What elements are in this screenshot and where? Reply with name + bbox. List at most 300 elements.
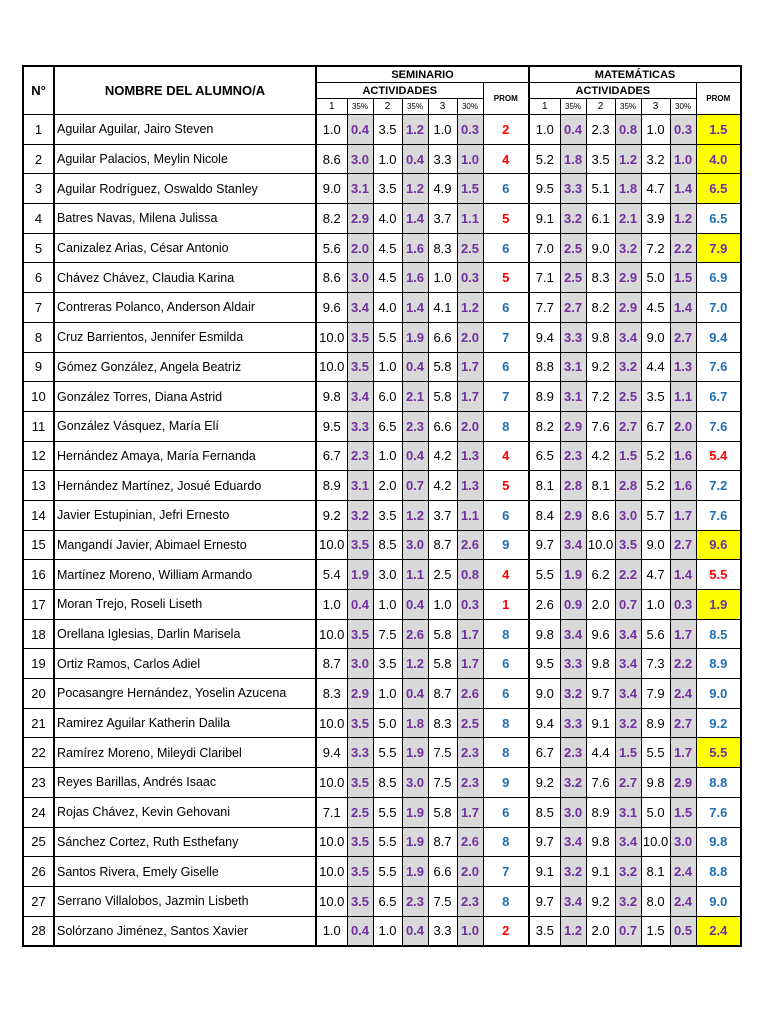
student-name: Serrano Villalobos, Jazmin Lisbeth	[54, 886, 316, 916]
sem-activity-score: 9.4	[316, 738, 347, 768]
mat-activity-score: 4.4	[586, 738, 615, 768]
sem-weighted-score: 1.9	[402, 797, 428, 827]
sem-weighted-score: 2.6	[402, 619, 428, 649]
student-name: Batres Navas, Milena Julissa	[54, 204, 316, 234]
header-activities-matematicas: ACTIVIDADES	[529, 83, 696, 99]
header-subject-matematicas: MATEMÁTICAS	[529, 66, 741, 83]
mat-weighted-score: 3.3	[560, 322, 586, 352]
mat-weighted-score: 1.1	[670, 382, 696, 412]
sem-activity-score: 9.6	[316, 293, 347, 323]
table-row	[23, 233, 741, 263]
sem-activity-score: 5.0	[373, 708, 402, 738]
sem-weighted-score: 3.3	[347, 411, 373, 441]
sem-average: 2	[483, 115, 529, 145]
mat-activity-score: 3.5	[641, 382, 670, 412]
mat-activity-score: 9.1	[529, 204, 560, 234]
sem-weighted-score: 3.5	[347, 352, 373, 382]
table-row	[23, 619, 741, 649]
row-number: 12	[23, 441, 54, 471]
mat-activity-score: 9.7	[529, 530, 560, 560]
mat-weighted-score: 1.6	[670, 471, 696, 501]
sem-average: 6	[483, 500, 529, 530]
row-number: 20	[23, 679, 54, 709]
sem-activity-score: 3.5	[373, 115, 402, 145]
row-number: 18	[23, 619, 54, 649]
mat-weighted-score: 2.5	[560, 233, 586, 263]
mat-activity-score: 9.4	[529, 322, 560, 352]
mat-average: 9.0	[696, 886, 741, 916]
mat-weighted-score: 3.4	[615, 619, 641, 649]
mat-average: 8.9	[696, 649, 741, 679]
mat-activity-score: 8.2	[586, 293, 615, 323]
mat-weighted-score: 2.7	[670, 322, 696, 352]
mat-activity-score: 9.8	[586, 827, 615, 857]
sem-activity-score: 3.5	[373, 174, 402, 204]
sem-average: 8	[483, 411, 529, 441]
mat-weighted-score: 3.4	[560, 886, 586, 916]
mat-activity-score: 4.2	[586, 441, 615, 471]
sem-weighted-score: 0.4	[347, 916, 373, 946]
mat-weighted-score: 3.0	[670, 827, 696, 857]
sem-weighted-score: 0.4	[402, 352, 428, 382]
sem-weighted-score: 2.3	[347, 441, 373, 471]
mat-average: 2.4	[696, 916, 741, 946]
mat-weighted-score: 1.7	[670, 500, 696, 530]
table-row	[23, 768, 741, 798]
sem-activity-score: 1.0	[373, 590, 402, 620]
student-name: Canizalez Arias, César Antonio	[54, 233, 316, 263]
mat-activity-score: 1.0	[641, 115, 670, 145]
sem-weighted-score: 3.0	[402, 768, 428, 798]
sem-weighted-score: 1.0	[457, 916, 483, 946]
row-number: 17	[23, 590, 54, 620]
sem-activity-score: 1.0	[316, 916, 347, 946]
mat-weighted-score: 3.4	[560, 530, 586, 560]
sem-average: 5	[483, 263, 529, 293]
sem-weighted-score: 0.3	[457, 115, 483, 145]
mat-weighted-score: 2.2	[670, 233, 696, 263]
mat-weighted-score: 1.0	[670, 144, 696, 174]
sem-activity-score: 1.0	[316, 590, 347, 620]
sem-weighted-score: 3.5	[347, 886, 373, 916]
mat-activity-score: 1.0	[529, 115, 560, 145]
mat-activity-score: 5.2	[641, 471, 670, 501]
sem-weighted-score: 2.0	[457, 857, 483, 887]
mat-activity-score: 5.0	[641, 263, 670, 293]
sem-weighted-score: 2.3	[457, 768, 483, 798]
mat-activity-score: 8.5	[529, 797, 560, 827]
mat-activity-score: 5.1	[586, 174, 615, 204]
mat-activity-score: 9.5	[529, 174, 560, 204]
mat-weighted-score: 2.5	[615, 382, 641, 412]
mat-activity-score: 8.6	[586, 500, 615, 530]
mat-weighted-score: 3.3	[560, 708, 586, 738]
mat-average: 9.6	[696, 530, 741, 560]
mat-weighted-score: 1.4	[670, 560, 696, 590]
mat-weighted-score: 2.2	[670, 649, 696, 679]
sem-weighted-score: 1.6	[402, 233, 428, 263]
mat-weighted-score: 2.4	[670, 857, 696, 887]
sem-average: 8	[483, 708, 529, 738]
mat-weighted-score: 3.4	[615, 827, 641, 857]
sem-activity-score: 4.5	[373, 263, 402, 293]
student-name: Contreras Polanco, Anderson Aldair	[54, 293, 316, 323]
mat-weighted-score: 0.4	[560, 115, 586, 145]
row-number: 16	[23, 560, 54, 590]
mat-activity-score: 1.0	[641, 590, 670, 620]
table-row	[23, 679, 741, 709]
mat-activity-score: 10.0	[641, 827, 670, 857]
student-name: Ortiz Ramos, Carlos Adiel	[54, 649, 316, 679]
mat-average: 6.5	[696, 204, 741, 234]
table-row	[23, 441, 741, 471]
mat-weighted-score: 3.4	[560, 619, 586, 649]
sem-activity-score: 9.8	[316, 382, 347, 412]
mat-activity-score: 8.1	[586, 471, 615, 501]
sem-weighted-score: 0.3	[457, 263, 483, 293]
student-name: González Torres, Diana Astrid	[54, 382, 316, 412]
row-number: 19	[23, 649, 54, 679]
mat-activity-score: 9.7	[529, 827, 560, 857]
sem-weighted-score: 1.2	[402, 500, 428, 530]
sem-activity-score: 9.5	[316, 411, 347, 441]
table-row	[23, 857, 741, 887]
sem-activity-score: 8.7	[428, 679, 457, 709]
row-number: 3	[23, 174, 54, 204]
mat-weighted-score: 1.2	[670, 204, 696, 234]
sem-weighted-score: 0.8	[457, 560, 483, 590]
mat-average: 7.9	[696, 233, 741, 263]
student-name: Aguilar Rodríguez, Oswaldo Stanley	[54, 174, 316, 204]
sem-activity-score: 1.0	[373, 352, 402, 382]
table-row	[23, 115, 741, 145]
sem-activity-score: 2.5	[428, 560, 457, 590]
student-name: Pocasangre Hernández, Yoselin Azucena	[54, 679, 316, 709]
sem-weighted-score: 3.0	[347, 144, 373, 174]
mat-activity-score: 9.0	[641, 530, 670, 560]
mat-weighted-score: 3.2	[615, 857, 641, 887]
mat-weighted-score: 3.2	[615, 886, 641, 916]
sem-weighted-score: 1.7	[457, 382, 483, 412]
mat-weighted-score: 3.2	[615, 233, 641, 263]
sem-weighted-score: 3.5	[347, 530, 373, 560]
student-name: Chávez Chávez, Claudia Karina	[54, 263, 316, 293]
sem-activity-score: 2.0	[373, 471, 402, 501]
mat-average: 5.5	[696, 738, 741, 768]
mat-activity-score: 7.0	[529, 233, 560, 263]
sem-weighted-score: 2.6	[457, 679, 483, 709]
mat-activity-score: 6.7	[641, 411, 670, 441]
table-row	[23, 500, 741, 530]
header-col-mat-6: 30%	[670, 99, 696, 115]
mat-weighted-score: 2.7	[615, 768, 641, 798]
mat-activity-score: 3.5	[586, 144, 615, 174]
table-row	[23, 827, 741, 857]
mat-weighted-score: 1.7	[670, 738, 696, 768]
mat-average: 6.9	[696, 263, 741, 293]
sem-activity-score: 8.2	[316, 204, 347, 234]
sem-weighted-score: 2.6	[457, 530, 483, 560]
header-student-name: NOMBRE DEL ALUMNO/A	[54, 66, 316, 115]
sem-activity-score: 6.5	[373, 886, 402, 916]
mat-weighted-score: 2.7	[615, 411, 641, 441]
row-number: 25	[23, 827, 54, 857]
sem-weighted-score: 0.4	[402, 679, 428, 709]
mat-weighted-score: 2.3	[560, 441, 586, 471]
table-row	[23, 560, 741, 590]
mat-weighted-score: 2.2	[615, 560, 641, 590]
sem-weighted-score: 2.5	[457, 708, 483, 738]
mat-average: 7.0	[696, 293, 741, 323]
sem-weighted-score: 3.5	[347, 322, 373, 352]
mat-weighted-score: 3.3	[560, 649, 586, 679]
mat-average: 7.6	[696, 411, 741, 441]
table-row	[23, 411, 741, 441]
student-name: Aguilar Aguilar, Jairo Steven	[54, 115, 316, 145]
mat-activity-score: 7.1	[529, 263, 560, 293]
mat-activity-score: 5.7	[641, 500, 670, 530]
mat-activity-score: 2.6	[529, 590, 560, 620]
sem-activity-score: 10.0	[316, 827, 347, 857]
mat-weighted-score: 3.4	[615, 649, 641, 679]
header-number: N°	[23, 66, 54, 115]
table-row	[23, 144, 741, 174]
sem-activity-score: 1.0	[316, 115, 347, 145]
mat-average: 9.0	[696, 679, 741, 709]
mat-activity-score: 8.9	[529, 382, 560, 412]
row-number: 27	[23, 886, 54, 916]
mat-activity-score: 9.1	[586, 708, 615, 738]
mat-activity-score: 8.9	[586, 797, 615, 827]
row-number: 21	[23, 708, 54, 738]
sem-average: 8	[483, 619, 529, 649]
mat-activity-score: 8.0	[641, 886, 670, 916]
mat-activity-score: 9.1	[586, 857, 615, 887]
row-number: 15	[23, 530, 54, 560]
sem-weighted-score: 1.3	[457, 441, 483, 471]
mat-average: 1.5	[696, 115, 741, 145]
sem-activity-score: 7.5	[373, 619, 402, 649]
sem-weighted-score: 2.5	[457, 233, 483, 263]
sem-activity-score: 5.8	[428, 619, 457, 649]
mat-activity-score: 10.0	[586, 530, 615, 560]
mat-average: 7.6	[696, 352, 741, 382]
sem-weighted-score: 1.2	[402, 174, 428, 204]
sem-average: 4	[483, 441, 529, 471]
sem-activity-score: 3.5	[373, 649, 402, 679]
mat-weighted-score: 0.7	[615, 916, 641, 946]
sem-weighted-score: 0.4	[347, 590, 373, 620]
row-number: 14	[23, 500, 54, 530]
mat-weighted-score: 3.2	[615, 708, 641, 738]
sem-activity-score: 6.6	[428, 322, 457, 352]
header-col-mat-5: 3	[641, 99, 670, 115]
sem-weighted-score: 2.5	[347, 797, 373, 827]
row-number: 7	[23, 293, 54, 323]
table-row	[23, 293, 741, 323]
row-number: 8	[23, 322, 54, 352]
mat-average: 7.6	[696, 797, 741, 827]
mat-activity-score: 9.2	[529, 768, 560, 798]
mat-average: 8.5	[696, 619, 741, 649]
sem-activity-score: 8.7	[316, 649, 347, 679]
sem-average: 5	[483, 204, 529, 234]
mat-activity-score: 5.2	[641, 441, 670, 471]
sem-activity-score: 3.3	[428, 916, 457, 946]
sem-average: 8	[483, 738, 529, 768]
mat-weighted-score: 3.0	[615, 500, 641, 530]
sem-average: 6	[483, 352, 529, 382]
mat-weighted-score: 1.2	[560, 916, 586, 946]
sem-activity-score: 5.5	[373, 738, 402, 768]
sem-weighted-score: 1.2	[402, 115, 428, 145]
sem-weighted-score: 1.6	[402, 263, 428, 293]
sem-average: 7	[483, 857, 529, 887]
header-col-mat-1: 1	[529, 99, 560, 115]
mat-average: 9.8	[696, 827, 741, 857]
mat-activity-score: 5.6	[641, 619, 670, 649]
mat-activity-score: 3.2	[641, 144, 670, 174]
row-number: 10	[23, 382, 54, 412]
mat-activity-score: 8.3	[586, 263, 615, 293]
student-name: Hernández Martínez, Josué Eduardo	[54, 471, 316, 501]
sem-average: 6	[483, 679, 529, 709]
row-number: 1	[23, 115, 54, 145]
sem-activity-score: 1.0	[428, 263, 457, 293]
sem-activity-score: 4.0	[373, 293, 402, 323]
table-row	[23, 352, 741, 382]
grades-table	[22, 65, 742, 947]
sem-activity-score: 8.6	[316, 263, 347, 293]
student-name: Sánchez Cortez, Ruth Esthefany	[54, 827, 316, 857]
sem-activity-score: 7.5	[428, 768, 457, 798]
mat-average: 8.8	[696, 857, 741, 887]
mat-activity-score: 6.1	[586, 204, 615, 234]
mat-weighted-score: 3.2	[560, 857, 586, 887]
sem-weighted-score: 0.4	[402, 916, 428, 946]
sem-average: 6	[483, 293, 529, 323]
mat-weighted-score: 1.8	[615, 174, 641, 204]
sem-average: 6	[483, 649, 529, 679]
mat-activity-score: 8.9	[641, 708, 670, 738]
sem-activity-score: 7.5	[428, 886, 457, 916]
student-name: Reyes Barillas, Andrés Isaac	[54, 768, 316, 798]
mat-weighted-score: 0.5	[670, 916, 696, 946]
mat-activity-score: 8.8	[529, 352, 560, 382]
sem-weighted-score: 1.4	[402, 293, 428, 323]
row-number: 4	[23, 204, 54, 234]
mat-weighted-score: 1.2	[615, 144, 641, 174]
row-number: 2	[23, 144, 54, 174]
mat-weighted-score: 2.7	[560, 293, 586, 323]
sem-weighted-score: 1.4	[402, 204, 428, 234]
sem-activity-score: 3.7	[428, 204, 457, 234]
header-activities-seminario: ACTIVIDADES	[316, 83, 483, 99]
header-prom-matematicas: PROM	[696, 83, 741, 115]
mat-activity-score: 9.2	[586, 886, 615, 916]
mat-average: 1.9	[696, 590, 741, 620]
sem-weighted-score: 0.4	[402, 441, 428, 471]
mat-average: 5.4	[696, 441, 741, 471]
sem-activity-score: 3.0	[373, 560, 402, 590]
mat-activity-score: 6.5	[529, 441, 560, 471]
mat-weighted-score: 3.1	[615, 797, 641, 827]
row-number: 9	[23, 352, 54, 382]
mat-weighted-score: 1.6	[670, 441, 696, 471]
student-name: Aguilar Palacios, Meylin Nicole	[54, 144, 316, 174]
mat-weighted-score: 2.9	[670, 768, 696, 798]
sem-weighted-score: 3.1	[347, 471, 373, 501]
sem-average: 7	[483, 382, 529, 412]
mat-weighted-score: 2.0	[670, 411, 696, 441]
mat-activity-score: 5.0	[641, 797, 670, 827]
header-col-sem-5: 3	[428, 99, 457, 115]
mat-activity-score: 7.3	[641, 649, 670, 679]
sem-weighted-score: 0.3	[457, 590, 483, 620]
sem-weighted-score: 2.3	[402, 411, 428, 441]
sem-activity-score: 5.8	[428, 352, 457, 382]
student-name: Ramírez Moreno, Mileydi Claribel	[54, 738, 316, 768]
mat-activity-score: 5.5	[529, 560, 560, 590]
sem-weighted-score: 3.5	[347, 619, 373, 649]
mat-weighted-score: 3.5	[615, 530, 641, 560]
sem-weighted-score: 1.5	[457, 174, 483, 204]
sem-weighted-score: 3.5	[347, 857, 373, 887]
mat-weighted-score: 1.5	[615, 441, 641, 471]
mat-average: 9.2	[696, 708, 741, 738]
sem-weighted-score: 0.7	[402, 471, 428, 501]
student-name: Martínez Moreno, William Armando	[54, 560, 316, 590]
row-number: 23	[23, 768, 54, 798]
sem-average: 8	[483, 827, 529, 857]
sem-activity-score: 9.2	[316, 500, 347, 530]
mat-activity-score: 4.4	[641, 352, 670, 382]
row-number: 13	[23, 471, 54, 501]
sem-weighted-score: 3.0	[402, 530, 428, 560]
sem-weighted-score: 3.0	[347, 263, 373, 293]
mat-weighted-score: 1.4	[670, 293, 696, 323]
mat-average: 8.8	[696, 768, 741, 798]
sem-activity-score: 5.8	[428, 382, 457, 412]
sem-weighted-score: 1.9	[402, 738, 428, 768]
sem-weighted-score: 1.1	[457, 500, 483, 530]
sem-average: 4	[483, 560, 529, 590]
sem-activity-score: 4.9	[428, 174, 457, 204]
mat-activity-score: 9.8	[586, 322, 615, 352]
mat-activity-score: 5.5	[641, 738, 670, 768]
mat-weighted-score: 1.5	[670, 797, 696, 827]
sem-activity-score: 6.5	[373, 411, 402, 441]
table-row	[23, 322, 741, 352]
sem-activity-score: 6.6	[428, 411, 457, 441]
sem-average: 9	[483, 530, 529, 560]
sem-activity-score: 10.0	[316, 857, 347, 887]
mat-activity-score: 9.1	[529, 857, 560, 887]
sem-activity-score: 8.7	[428, 530, 457, 560]
sem-weighted-score: 1.8	[402, 708, 428, 738]
sem-activity-score: 7.5	[428, 738, 457, 768]
header-col-sem-4: 35%	[402, 99, 428, 115]
student-name: Ramirez Aguilar Katherin Dalila	[54, 708, 316, 738]
mat-weighted-score: 3.2	[560, 679, 586, 709]
sem-weighted-score: 2.0	[347, 233, 373, 263]
mat-activity-score: 5.2	[529, 144, 560, 174]
sem-weighted-score: 3.0	[347, 649, 373, 679]
mat-activity-score: 6.7	[529, 738, 560, 768]
header-col-sem-1: 1	[316, 99, 347, 115]
header-col-sem-6: 30%	[457, 99, 483, 115]
table-row	[23, 382, 741, 412]
